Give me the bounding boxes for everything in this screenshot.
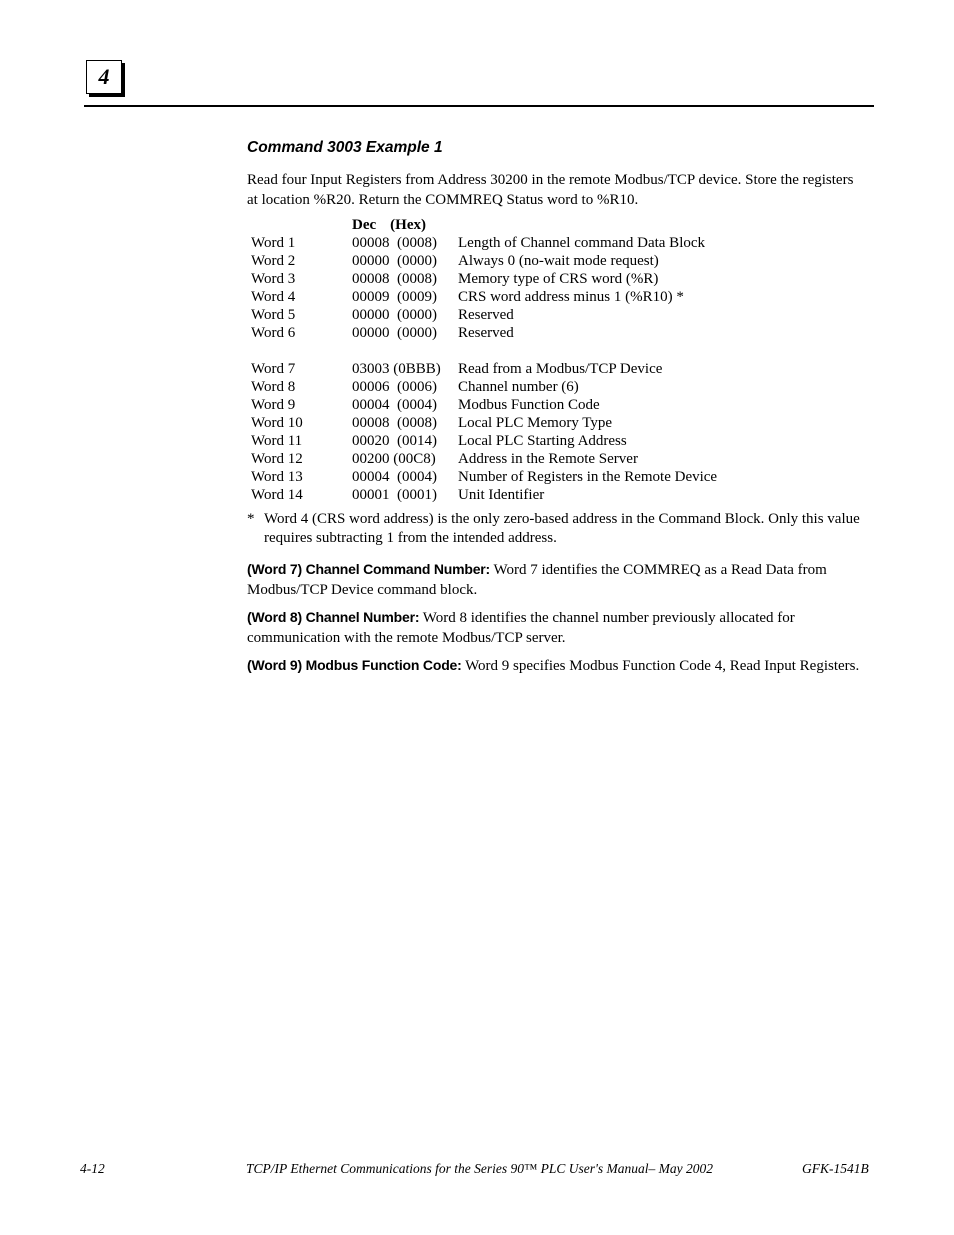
command-block-table xyxy=(251,234,871,504)
word-label: Word 6 xyxy=(251,325,296,341)
chapter-number: 4 xyxy=(98,64,110,89)
word-value: 00004 (0004) xyxy=(352,469,437,485)
table-row xyxy=(251,396,871,414)
word-value: 00009 (0009) xyxy=(352,289,437,305)
table-row xyxy=(251,234,871,252)
word-value: 00008 (0008) xyxy=(352,235,437,251)
table-row xyxy=(251,252,871,270)
word-description: Local PLC Starting Address xyxy=(458,433,627,449)
footer-title: TCP/IP Ethernet Communications for the Series 90™ PLC User's Manual– May 2002 xyxy=(246,1161,713,1176)
table-row xyxy=(251,486,871,504)
word-description: Local PLC Memory Type xyxy=(458,415,613,431)
word-label: Word 2 xyxy=(251,253,296,269)
word-description: Channel number (6) xyxy=(458,379,579,395)
word-label: Word 5 xyxy=(251,307,296,323)
intro-paragraph: Read four Input Registers from Address 30200 in the remote Modbus/TCP device. Store the registers at location %R20. Return the COMMREQ Status word to %R10. xyxy=(247,172,854,208)
word-value: 03003 (0BBB) xyxy=(352,361,441,377)
section-heading: Command 3003 Example 1 xyxy=(247,139,443,156)
word-label: Word 11 xyxy=(251,433,303,449)
word-value: 00001 (0001) xyxy=(352,487,437,503)
word-label: Word 1 xyxy=(251,235,296,251)
word7-paragraph xyxy=(247,559,862,600)
table-row xyxy=(251,414,871,432)
word-value: 00004 (0004) xyxy=(352,397,437,413)
word-description: Reserved xyxy=(458,307,514,323)
word-description: Reserved xyxy=(458,325,514,341)
word9-paragraph xyxy=(247,655,862,676)
word-label: Word 9 xyxy=(251,397,296,413)
word-value: 00006 (0006) xyxy=(352,379,437,395)
word-label: Word 12 xyxy=(251,451,303,467)
table-header xyxy=(352,217,426,234)
word-description: Unit Identifier xyxy=(458,487,545,503)
table-row xyxy=(251,450,871,468)
word-value: 00008 (0008) xyxy=(352,271,437,287)
footnote xyxy=(247,510,862,548)
word8-text: Word 8 identifies the channel number previously allocated for communication with the remote Modbus/TCP server. xyxy=(247,610,795,646)
table-row xyxy=(251,360,871,378)
word9-label: (Word 9) Modbus Function Code: xyxy=(247,657,462,673)
word-value: 00000 (0000) xyxy=(352,307,437,323)
word-description: Modbus Function Code xyxy=(458,397,600,413)
word-label: Word 4 xyxy=(251,289,296,305)
word7-label: (Word 7) Channel Command Number: xyxy=(247,561,491,577)
word-description: Address in the Remote Server xyxy=(458,451,638,467)
table-row xyxy=(251,270,871,288)
table-row xyxy=(251,306,871,324)
word-description: Memory type of CRS word (%R) xyxy=(458,271,659,287)
hex-column-header: (Hex) xyxy=(390,217,426,233)
word-label: Word 3 xyxy=(251,271,296,287)
word-label: Word 10 xyxy=(251,415,303,431)
footer-page-number: 4-12 xyxy=(80,1161,105,1176)
word-value: 00020 (0014) xyxy=(352,433,437,449)
word-description: Length of Channel command Data Block xyxy=(458,235,706,251)
word-label: Word 7 xyxy=(251,361,296,377)
word-label: Word 8 xyxy=(251,379,296,395)
word-description: Read from a Modbus/TCP Device xyxy=(458,361,663,377)
footnote-marker: * xyxy=(247,511,255,527)
table-row xyxy=(251,468,871,486)
footer-doc-id: GFK-1541B xyxy=(802,1161,869,1176)
table-row xyxy=(251,324,871,342)
chapter-number-tab xyxy=(86,60,122,94)
word-value: 00200 (00C8) xyxy=(352,451,436,467)
table-row xyxy=(251,288,871,306)
word-value: 00008 (0008) xyxy=(352,415,437,431)
word8-label: (Word 8) Channel Number: xyxy=(247,609,420,625)
word7-text: Word 7 identifies the COMMREQ as a Read Data from Modbus/TCP Device command block. xyxy=(247,562,827,598)
header-rule xyxy=(84,105,874,107)
word-value: 00000 (0000) xyxy=(352,253,437,269)
word-description: Always 0 (no-wait mode request) xyxy=(458,253,659,269)
word-label: Word 14 xyxy=(251,487,303,503)
table-row xyxy=(251,432,871,450)
footnote-text: Word 4 (CRS word address) is the only zero-based address in the Command Block. Only this value requires subtracting 1 from the intended address. xyxy=(264,511,860,546)
word-description: CRS word address minus 1 (%R10) * xyxy=(458,289,684,305)
dec-column-header: Dec xyxy=(352,217,377,233)
table-row xyxy=(251,378,871,396)
word-value: 00000 (0000) xyxy=(352,325,437,341)
word8-paragraph xyxy=(247,607,862,648)
word-description: Number of Registers in the Remote Device xyxy=(458,469,718,485)
word9-text: Word 9 specifies Modbus Function Code 4, Read Input Registers. xyxy=(461,658,860,674)
word-label: Word 13 xyxy=(251,469,303,485)
